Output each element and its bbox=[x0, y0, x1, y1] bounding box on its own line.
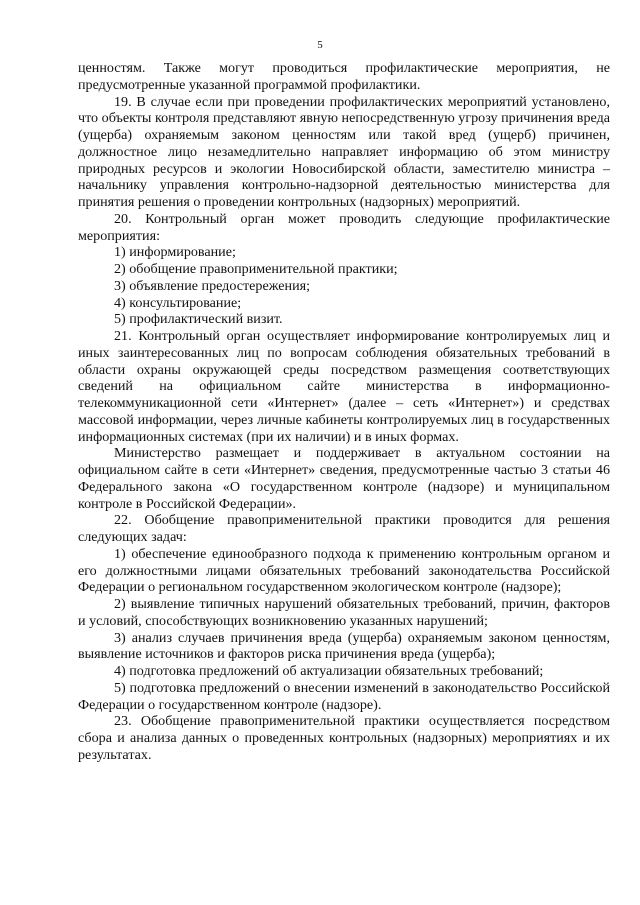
paragraph: 2) обобщение правоприменительной практики; bbox=[114, 261, 398, 277]
paragraph: 20. Контрольный орган может проводить следующие профилактические мероприятия: bbox=[78, 210, 610, 244]
paragraph: 2) выявление типичных нарушений обязательных требований, причин, факторов и условий, способствующих возникновению указанных нарушений; bbox=[78, 596, 610, 629]
paragraph: 22. Обобщение правоприменительной практики проводится для решения следующих задач: bbox=[78, 512, 610, 545]
paragraph: 3) анализ случаев причинения вреда (ущерба) охраняемым законом ценностям, выявление источников и факторов риска причинения вреда (ущерба); bbox=[78, 629, 610, 663]
paragraph: 1) информирование; bbox=[114, 244, 236, 261]
paragraph: 4) подготовка предложений об актуализации обязательных требований; bbox=[114, 663, 544, 679]
paragraph: 21. Контрольный орган осуществляет информирование контролируемых лиц и иных заинтересованных лиц по вопросам соблюдения обязательных требований в области охраны окружающей среды посредством размещения соответствующих сведений на официальном сайте министерства в информационно-телекоммуникационной сети «Интернет» (далее – сеть «Интернет») и средствах массовой информации, через личные кабинеты контролируемых лиц в государственных информационных системах (при их наличии) и в иных формах. bbox=[78, 328, 610, 445]
paragraph: 3) объявление предостережения; bbox=[114, 277, 311, 294]
paragraph: 5) подготовка предложений о внесении изменений в законодательство Российской Федерации о государственном контроле (надзоре). bbox=[78, 679, 610, 713]
paragraph: 5) профилактический визит. bbox=[114, 311, 283, 328]
paragraph: 23. Обобщение правоприменительной практики осуществляется посредством сбора и анализа данных о проведенных контрольных (надзорных) мероприятиях и их результатах. bbox=[78, 713, 610, 763]
paragraph: 4) консультирование; bbox=[114, 294, 242, 311]
paragraph: ценностям. Также могут проводиться профилактические мероприятия, не предусмотренные указанной программой профилактики. bbox=[78, 60, 610, 93]
paragraph: 19. В случае если при проведении профилактических мероприятий установлено, что объекты контроля представляют явную непосредственную угрозу причинения вреда (ущерба) охраняемым законом ценностям или такой вред (ущерб) причинен, должностное лицо незамедлительно направляет информацию об этом министру природных ресурсов и экологии Новосибирской области, заместителю министра – начальнику управления контрольно-надзорной деятельностью министерства для принятия решения о проведении контрольных (надзорных) мероприятий. bbox=[78, 93, 610, 210]
page-number: 5 bbox=[317, 39, 323, 51]
paragraph: Министерство размещает и поддерживает в актуальном состоянии на официальном сайте в сети «Интернет» сведения, предусмотренные частью 3 статьи 46 Федерального закона «О государственном контроле (надзоре) и муниципальном контроле в Российской Федерации». bbox=[78, 445, 610, 512]
document-body bbox=[78, 60, 610, 764]
paragraph: 1) обеспечение единообразного подхода к применению контрольным органом и его должностными лицами обязательных требований законодательства Российской Федерации о региональном государственном экологическом контроле (надзоре); bbox=[78, 545, 610, 596]
